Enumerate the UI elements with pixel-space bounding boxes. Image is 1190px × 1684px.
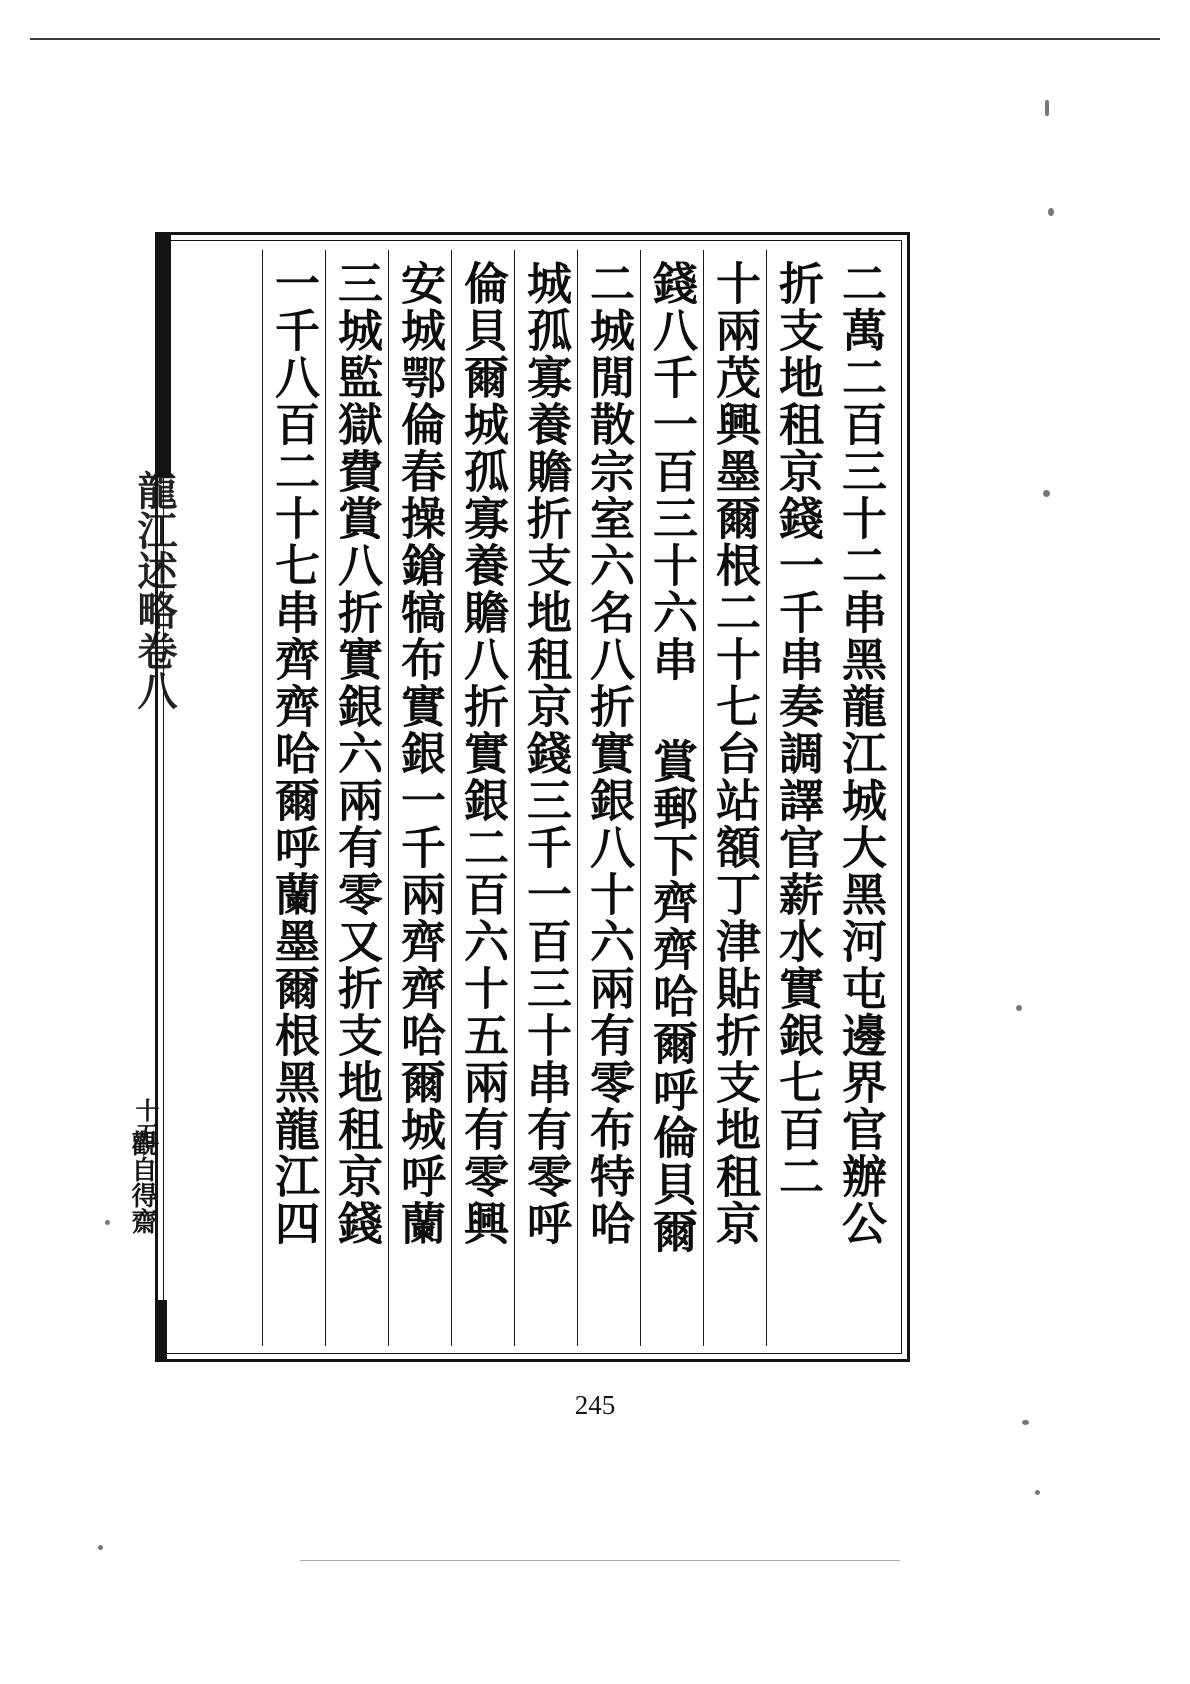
scan-speck bbox=[105, 1220, 110, 1225]
bottom-rule bbox=[300, 1560, 900, 1561]
text-column: 二城閒散宗室六名八折實銀八十六兩有零布特哈 bbox=[577, 250, 640, 1346]
block-edge-thick-top bbox=[155, 232, 171, 477]
scan-speck bbox=[1016, 1005, 1022, 1011]
spine-title: 龍江述略卷八 bbox=[131, 470, 178, 710]
text-column: 十兩茂興墨爾根二十七台站額丁津貼折支地租京 bbox=[703, 250, 766, 1346]
top-rule bbox=[30, 38, 1160, 40]
scan-speck bbox=[1035, 1490, 1040, 1495]
text-column: 三城監獄費賞八折實銀六兩有零又折支地租京錢 bbox=[325, 250, 388, 1346]
text-column: 安城鄂倫春操鎗犒布實銀一千兩齊齊哈爾城呼蘭 bbox=[388, 250, 451, 1346]
text-column: 一千八百二十七串齊齊哈爾呼蘭墨爾根黑龍江四 bbox=[262, 250, 325, 1346]
text-column: 城孤寡養贍折支地租京錢三千一百三十串有零呼 bbox=[514, 250, 577, 1346]
scan-speck bbox=[1048, 208, 1054, 216]
page-number: 245 bbox=[574, 1390, 616, 1420]
text-column: 錢八千一百三十六串 賞郵下齊齊哈爾呼倫貝爾 bbox=[640, 250, 703, 1346]
scan-speck bbox=[98, 1545, 103, 1550]
vertical-text-columns bbox=[176, 250, 892, 1346]
text-column: 二萬二百三十二串黑龍江城大黑河屯邊界官辦公 bbox=[834, 260, 887, 1247]
text-column: 倫貝爾城孤寡養贍八折實銀二百六十五兩有零興 bbox=[451, 250, 514, 1346]
spine-note: 觀自得齋 bbox=[127, 1130, 157, 1234]
scan-speck bbox=[1045, 100, 1049, 116]
scan-speck bbox=[1043, 490, 1050, 497]
spine-page-marker: 十五 bbox=[131, 1098, 160, 1146]
text-column: 折支地租京錢一千串奏調譯官薪水實銀七百二 bbox=[766, 250, 829, 1346]
